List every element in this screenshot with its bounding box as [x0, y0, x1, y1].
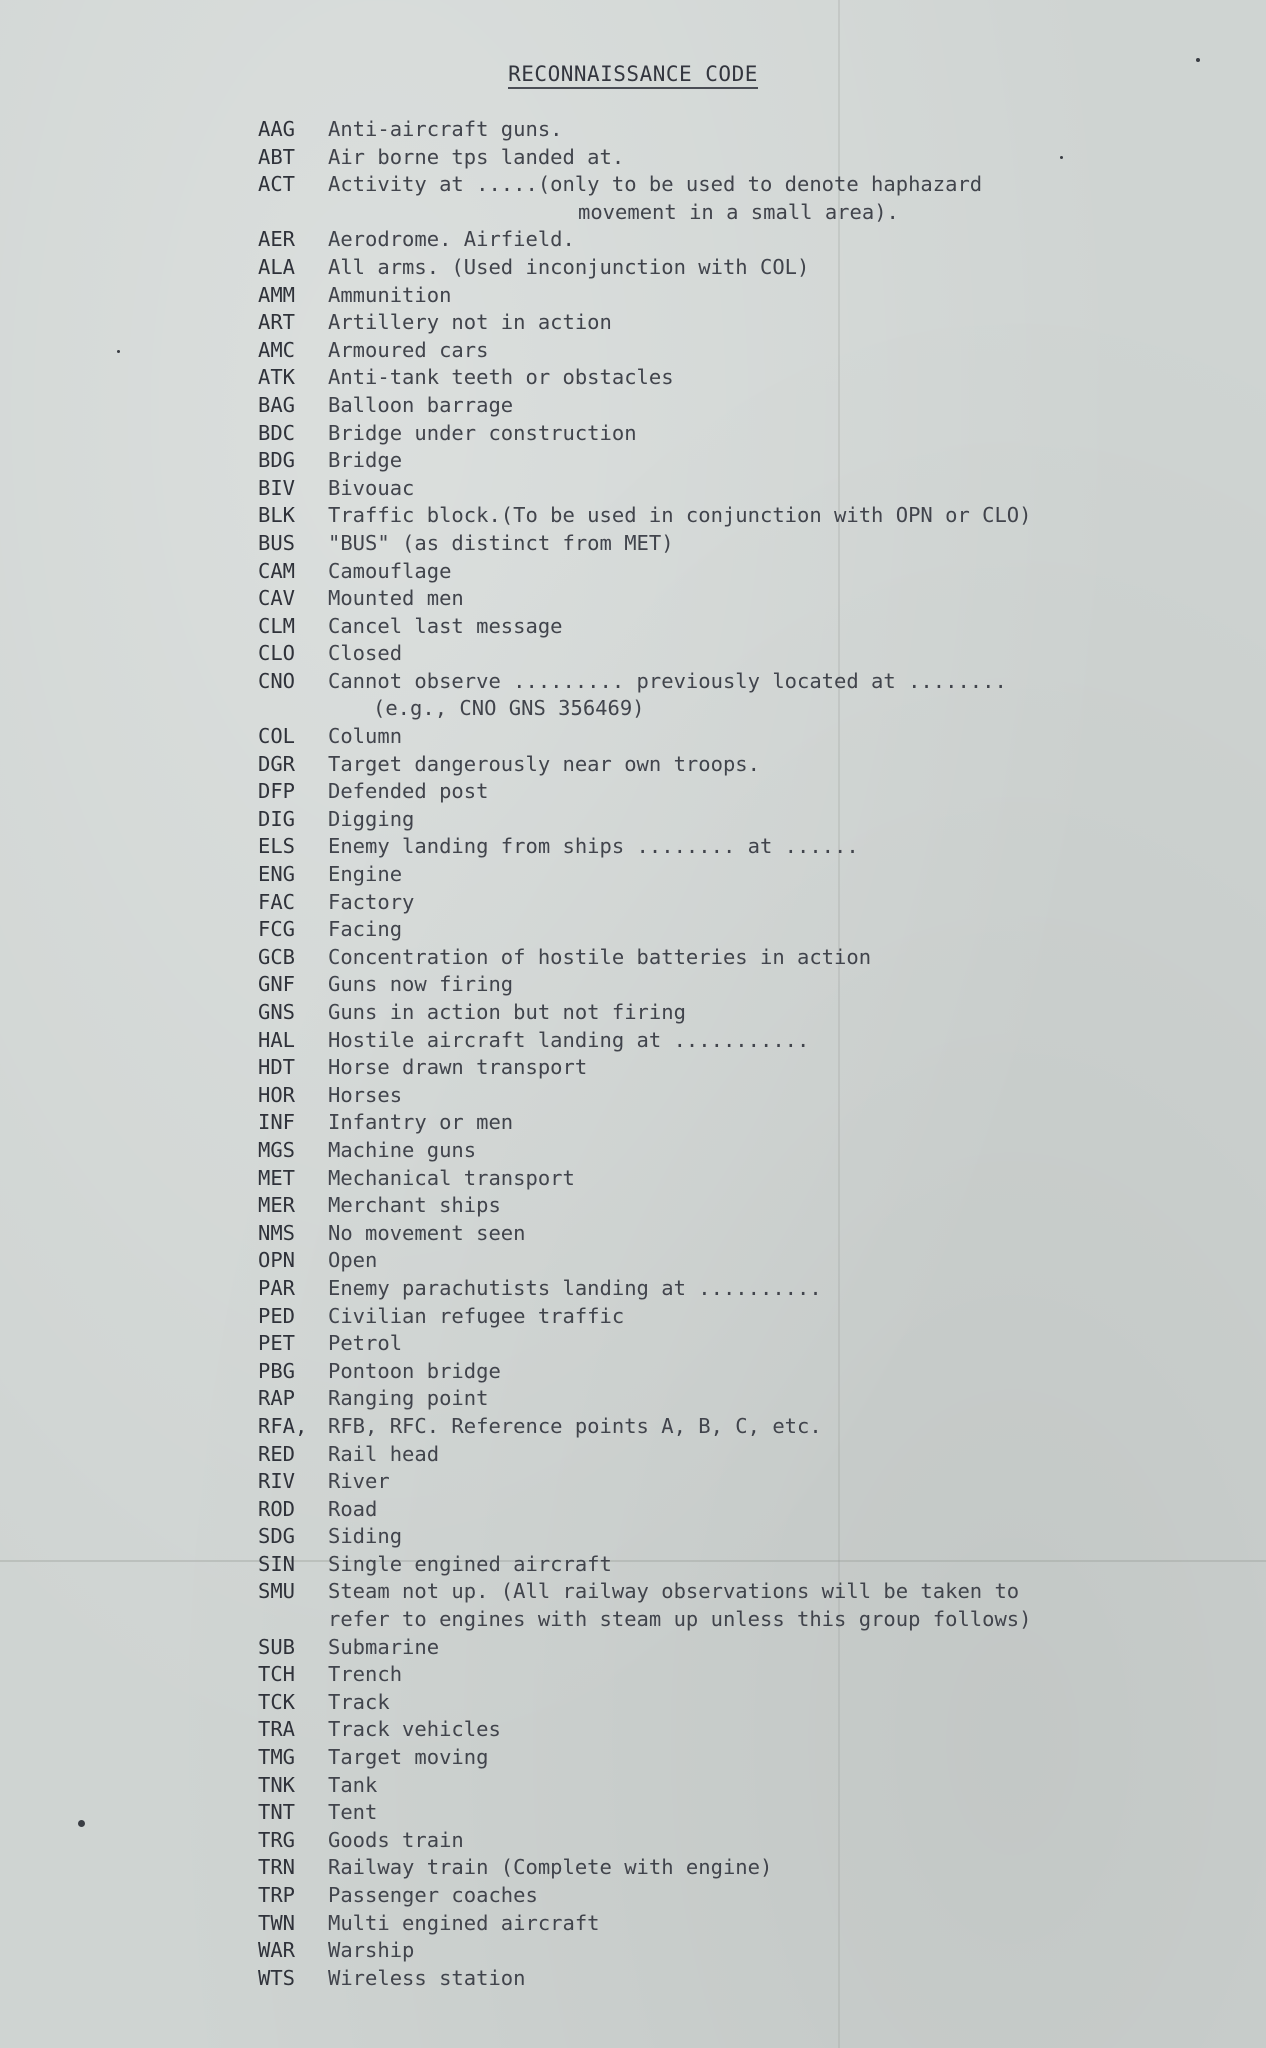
code-abbreviation: AMC — [258, 337, 296, 362]
code-description — [328, 254, 1158, 282]
code-description-line: Cannot observe ......... previously located at ........ — [328, 668, 1007, 693]
code-description — [328, 971, 1158, 999]
code-abbreviation: TRA — [258, 1717, 296, 1742]
code-description — [328, 640, 1158, 668]
code-description — [328, 282, 1158, 310]
code-entry — [258, 971, 1158, 999]
code-abbreviation: TWN — [258, 1910, 296, 1935]
code-entry — [258, 1965, 1158, 1993]
code-description — [328, 944, 1158, 972]
code-abbreviation: BAG — [258, 392, 296, 417]
code-description — [328, 613, 1158, 641]
code-description — [328, 1744, 1158, 1772]
code-abbreviation: PBG — [258, 1358, 296, 1383]
code-description — [328, 1578, 1158, 1633]
code-description — [328, 502, 1158, 530]
code-abbreviation: AMM — [258, 282, 296, 307]
code-description — [328, 226, 1158, 254]
code-description — [328, 558, 1158, 586]
code-abbreviation: TCH — [258, 1662, 296, 1687]
code-entry — [258, 1137, 1158, 1165]
code-entry — [258, 640, 1158, 668]
code-abbreviation: CLM — [258, 613, 296, 638]
code-description — [328, 116, 1158, 144]
code-entry — [258, 1247, 1158, 1275]
code-entry — [258, 502, 1158, 530]
code-entry — [258, 1744, 1158, 1772]
code-description-line: Enemy landing from ships ........ at ...... — [328, 834, 859, 859]
code-entry — [258, 1413, 1158, 1441]
code-description — [328, 1827, 1158, 1855]
code-description-continuation: refer to engines with steam up unless this group follows) — [328, 1607, 1032, 1632]
code-abbreviation: GCB — [258, 944, 296, 969]
code-description — [328, 1385, 1158, 1413]
code-description-line: Petrol — [328, 1331, 403, 1356]
code-description-line: Single engined aircraft — [328, 1551, 612, 1576]
code-entry — [258, 1385, 1158, 1413]
code-description — [328, 1551, 1158, 1579]
code-abbreviation: MER — [258, 1193, 296, 1218]
code-entry — [258, 309, 1158, 337]
code-entry — [258, 254, 1158, 282]
code-description-line: Concentration of hostile batteries in action — [328, 944, 872, 969]
code-description-line: Target moving — [328, 1745, 489, 1770]
code-description — [328, 1441, 1158, 1469]
code-abbreviation: HAL — [258, 1027, 296, 1052]
code-description-line: RFB, RFC. Reference points A, B, C, etc. — [328, 1413, 822, 1438]
code-description-line: Infantry or men — [328, 1110, 514, 1135]
code-abbreviation: TMG — [258, 1745, 296, 1770]
code-abbreviation: TCK — [258, 1689, 296, 1714]
code-abbreviation: ACT — [258, 172, 296, 197]
code-abbreviation: AAG — [258, 117, 296, 141]
code-abbreviation: DIG — [258, 806, 296, 831]
code-description-line: Artillery not in action — [328, 310, 612, 335]
code-entry — [258, 558, 1158, 586]
code-entry — [258, 447, 1158, 475]
code-description — [328, 364, 1158, 392]
code-entry — [258, 1882, 1158, 1910]
code-abbreviation: CAM — [258, 558, 296, 583]
code-entry — [258, 1689, 1158, 1717]
code-description — [328, 1689, 1158, 1717]
code-entry — [258, 475, 1158, 503]
code-entry — [258, 889, 1158, 917]
code-description-line: Guns in action but not firing — [328, 1000, 686, 1024]
code-description-line: Rail head — [328, 1441, 440, 1466]
code-entry — [258, 613, 1158, 641]
code-description-line: Multi engined aircraft — [328, 1910, 600, 1935]
code-abbreviation: NMS — [258, 1220, 296, 1245]
code-abbreviation: AER — [258, 227, 296, 252]
code-entry — [258, 1937, 1158, 1965]
code-description — [328, 1247, 1158, 1275]
code-abbreviation: RFA, — [258, 1413, 308, 1438]
code-description — [328, 475, 1158, 503]
code-abbreviation: HOR — [258, 1082, 296, 1107]
code-entry — [258, 1661, 1158, 1689]
code-description — [328, 420, 1158, 448]
code-entry — [258, 282, 1158, 310]
code-description — [328, 1772, 1158, 1800]
code-description-line: Cancel last message — [328, 613, 563, 638]
code-entry — [258, 1082, 1158, 1110]
code-description — [328, 999, 1158, 1027]
code-abbreviation: CLO — [258, 641, 296, 666]
code-entry — [258, 1910, 1158, 1938]
code-entry — [258, 916, 1158, 944]
code-description — [328, 1799, 1158, 1827]
code-description-line: Aerodrome. Airfield. — [328, 227, 575, 252]
code-entry — [258, 1634, 1158, 1662]
code-entry — [258, 116, 1158, 144]
code-description — [328, 1192, 1158, 1220]
code-description-line: Factory — [328, 889, 415, 914]
code-abbreviation: PET — [258, 1331, 296, 1356]
code-description — [328, 171, 1158, 226]
code-abbreviation: TRN — [258, 1855, 296, 1880]
code-description-line: Civilian refugee traffic — [328, 1303, 625, 1328]
code-description — [328, 530, 1158, 558]
code-description-line: Steam not up. (All railway observations will be taken to — [328, 1579, 1020, 1604]
code-description — [328, 1054, 1158, 1082]
code-description-line: Column — [328, 724, 403, 749]
code-entry — [258, 1275, 1158, 1303]
code-entry — [258, 1441, 1158, 1469]
code-abbreviation: TRG — [258, 1827, 296, 1852]
code-abbreviation: GNF — [258, 972, 296, 997]
code-abbreviation: FCG — [258, 917, 296, 942]
code-abbreviation: WAR — [258, 1938, 296, 1963]
code-entry — [258, 1109, 1158, 1137]
code-abbreviation: SMU — [258, 1579, 296, 1604]
code-entry — [258, 337, 1158, 365]
code-entry — [258, 1523, 1158, 1551]
code-description — [328, 1358, 1158, 1386]
code-description-line: Horses — [328, 1082, 403, 1107]
code-description — [328, 1275, 1158, 1303]
code-abbreviation: RAP — [258, 1386, 296, 1411]
code-description-line: Ranging point — [328, 1386, 489, 1411]
code-description-line: Enemy parachutists landing at .......... — [328, 1275, 822, 1300]
code-abbreviation: HDT — [258, 1055, 296, 1080]
code-entry — [258, 1578, 1158, 1633]
code-entry — [258, 1220, 1158, 1248]
code-entry — [258, 723, 1158, 751]
code-description-line: Defended post — [328, 779, 489, 804]
code-description — [328, 1937, 1158, 1965]
code-entry — [258, 226, 1158, 254]
code-entry — [258, 1027, 1158, 1055]
code-description — [328, 668, 1158, 723]
code-entry — [258, 1551, 1158, 1579]
code-description-line: Goods train — [328, 1827, 464, 1852]
code-abbreviation: ATK — [258, 365, 296, 390]
code-description-line: All arms. (Used inconjunction with COL) — [328, 254, 810, 279]
code-entry — [258, 171, 1158, 226]
code-description — [328, 723, 1158, 751]
code-description-line: No movement seen — [328, 1220, 526, 1245]
code-abbreviation: COL — [258, 724, 296, 749]
code-abbreviation: TRP — [258, 1883, 296, 1907]
code-entry — [258, 861, 1158, 889]
code-description — [328, 1082, 1158, 1110]
code-entry — [258, 1799, 1158, 1827]
code-entry — [258, 530, 1158, 558]
code-abbreviation: ABT — [258, 144, 296, 169]
code-description-line: Traffic block.(To be used in conjunction with OPN or CLO) — [328, 503, 1032, 528]
code-description — [328, 337, 1158, 365]
code-entry — [258, 585, 1158, 613]
code-description-line: Hostile aircraft landing at ........... — [328, 1027, 810, 1052]
code-abbreviation: TNK — [258, 1772, 296, 1797]
code-entry — [258, 144, 1158, 172]
code-abbreviation: ROD — [258, 1496, 296, 1521]
code-description-line: Digging — [328, 806, 415, 831]
code-entry — [258, 944, 1158, 972]
code-description-line: Bridge — [328, 448, 403, 473]
code-entry — [258, 364, 1158, 392]
code-description — [328, 1330, 1158, 1358]
code-description — [328, 309, 1158, 337]
code-description — [328, 1220, 1158, 1248]
code-entry — [258, 778, 1158, 806]
code-entry — [258, 1303, 1158, 1331]
code-abbreviation: SUB — [258, 1634, 296, 1659]
code-entry — [258, 1827, 1158, 1855]
code-description-line: Engine — [328, 862, 403, 887]
code-description-line: Mounted men — [328, 586, 464, 611]
code-description — [328, 1716, 1158, 1744]
code-description — [328, 833, 1158, 861]
code-description-line: Road — [328, 1496, 378, 1521]
code-description-line: Merchant ships — [328, 1193, 501, 1218]
code-description — [328, 1661, 1158, 1689]
code-description-line: Anti-tank teeth or obstacles — [328, 365, 674, 390]
code-entry — [258, 1330, 1158, 1358]
code-description — [328, 144, 1158, 172]
code-abbreviation: DGR — [258, 751, 296, 776]
code-abbreviation: ART — [258, 310, 296, 335]
code-abbreviation: MGS — [258, 1137, 296, 1162]
code-entry — [258, 668, 1158, 723]
code-description-line: Armoured cars — [328, 337, 489, 362]
code-abbreviation: ENG — [258, 862, 296, 887]
code-description — [328, 585, 1158, 613]
code-description — [328, 806, 1158, 834]
code-description-continuation: (e.g., CNO GNS 356469) — [373, 696, 645, 721]
code-abbreviation: ALA — [258, 254, 296, 279]
code-abbreviation: FAC — [258, 889, 296, 914]
code-entry — [258, 1854, 1158, 1882]
code-description-line: Facing — [328, 917, 403, 942]
code-description-line: Activity at .....(only to be used to denote haphazard — [328, 172, 983, 197]
code-abbreviation: MET — [258, 1165, 296, 1190]
code-description-line: Pontoon bridge — [328, 1358, 501, 1383]
code-description-line: Bridge under construction — [328, 420, 637, 445]
code-description — [328, 1137, 1158, 1165]
code-abbreviation: RIV — [258, 1469, 296, 1494]
code-description — [328, 1523, 1158, 1551]
code-description — [328, 392, 1158, 420]
ink-speck — [117, 350, 120, 353]
code-description-line: Mechanical transport — [328, 1165, 575, 1190]
code-entry — [258, 1716, 1158, 1744]
code-abbreviation: BUS — [258, 530, 296, 555]
code-description-continuation: movement in a small area). — [578, 199, 899, 224]
code-description-line: Passenger coaches — [328, 1883, 538, 1907]
code-description — [328, 447, 1158, 475]
code-description-line: Wireless station — [328, 1965, 526, 1990]
code-abbreviation: SIN — [258, 1551, 296, 1576]
code-entry — [258, 999, 1158, 1027]
code-abbreviation: BLK — [258, 503, 296, 528]
code-abbreviation: SDG — [258, 1524, 296, 1549]
code-description — [328, 1965, 1158, 1993]
code-entry — [258, 420, 1158, 448]
code-description-line: Ammunition — [328, 282, 452, 307]
code-entry — [258, 392, 1158, 420]
code-description — [328, 778, 1158, 806]
code-description — [328, 1165, 1158, 1193]
code-description-line: "BUS" (as distinct from MET) — [328, 530, 674, 555]
code-description-line: Target dangerously near own troops. — [328, 751, 760, 776]
ink-speck — [78, 1820, 85, 1827]
code-description — [328, 1413, 1158, 1441]
code-description — [328, 1303, 1158, 1331]
code-description — [328, 861, 1158, 889]
code-entry — [258, 1054, 1158, 1082]
code-description — [328, 1634, 1158, 1662]
code-description-line: Track vehicles — [328, 1717, 501, 1742]
code-abbreviation: CNO — [258, 668, 296, 693]
code-entry — [258, 1165, 1158, 1193]
code-abbreviation: INF — [258, 1110, 296, 1135]
code-abbreviation: RED — [258, 1441, 296, 1466]
code-description-line: Trench — [328, 1662, 403, 1687]
code-description-line: Bivouac — [328, 475, 415, 500]
code-entry — [258, 1496, 1158, 1524]
code-abbreviation: OPN — [258, 1248, 296, 1273]
code-description-line: Guns now firing — [328, 972, 514, 997]
code-description-line: Submarine — [328, 1634, 440, 1659]
code-description-line: Closed — [328, 641, 403, 666]
code-description — [328, 1027, 1158, 1055]
code-description-line: Open — [328, 1248, 378, 1273]
code-entry — [258, 1192, 1158, 1220]
code-description-line: Track — [328, 1689, 390, 1714]
code-entry — [258, 833, 1158, 861]
code-entry — [258, 1772, 1158, 1800]
code-description-line: Camouflage — [328, 558, 452, 583]
code-description — [328, 1854, 1158, 1882]
code-description-line: Railway train (Complete with engine) — [328, 1855, 773, 1880]
code-abbreviation: PED — [258, 1303, 296, 1328]
code-entry — [258, 806, 1158, 834]
code-entry — [258, 1468, 1158, 1496]
code-description-line: River — [328, 1469, 390, 1494]
code-description-line: Air borne tps landed at. — [328, 144, 625, 169]
code-description — [328, 1882, 1158, 1910]
code-abbreviation: PAR — [258, 1275, 296, 1300]
code-abbreviation: CAV — [258, 586, 296, 611]
code-description-line: Horse drawn transport — [328, 1055, 588, 1080]
code-description-line: Tank — [328, 1772, 378, 1797]
code-abbreviation: BIV — [258, 475, 296, 500]
code-description — [328, 916, 1158, 944]
code-abbreviation: GNS — [258, 1000, 296, 1024]
code-description — [328, 1910, 1158, 1938]
code-description-line: Machine guns — [328, 1137, 477, 1162]
document-title: RECONNAISSANCE CODE — [0, 62, 1266, 86]
code-description-line: Balloon barrage — [328, 392, 514, 417]
code-abbreviation: TNT — [258, 1800, 296, 1825]
code-description — [328, 1496, 1158, 1524]
code-abbreviation: WTS — [258, 1965, 296, 1990]
code-list — [258, 116, 1158, 1992]
code-description-line: Tent — [328, 1800, 378, 1825]
code-description-line: Anti-aircraft guns. — [328, 117, 563, 141]
code-abbreviation: ELS — [258, 834, 296, 859]
code-description-line: Warship — [328, 1938, 415, 1963]
code-abbreviation: DFP — [258, 779, 296, 804]
code-entry — [258, 1358, 1158, 1386]
code-abbreviation: BDC — [258, 420, 296, 445]
code-description — [328, 1109, 1158, 1137]
code-description — [328, 1468, 1158, 1496]
code-description — [328, 889, 1158, 917]
code-abbreviation: BDG — [258, 448, 296, 473]
code-description-line: Siding — [328, 1524, 403, 1549]
code-description — [328, 751, 1158, 779]
code-entry — [258, 751, 1158, 779]
